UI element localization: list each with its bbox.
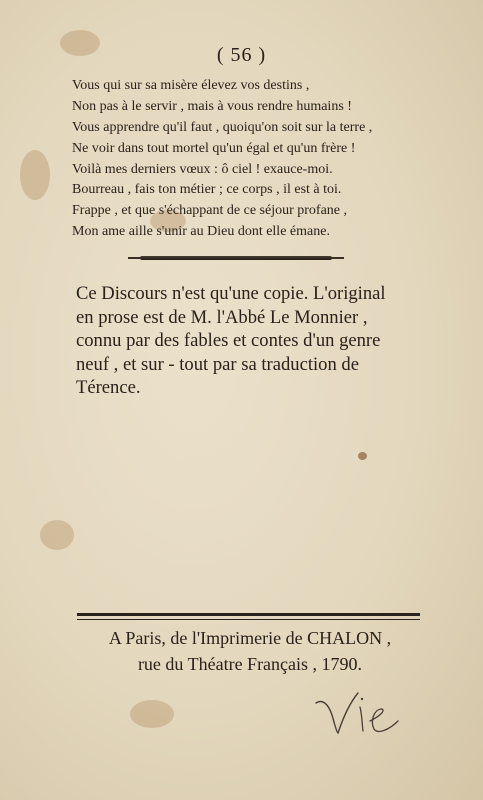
divider-rule-thick (77, 613, 420, 616)
verse-line: Ne voir dans tout mortel qu'un égal et qu'un frère ! (72, 140, 356, 156)
ornamental-rule (140, 256, 332, 260)
verse-line: Frappe , et que s'échappant de ce séjour profane , (72, 203, 348, 219)
foxing-spot (40, 520, 74, 550)
verse-block (72, 76, 432, 243)
verse-line: Bourreau , fais ton métier ; ce corps , il est à toi. (72, 182, 342, 198)
note-line: connu par des fables et contes d'un genre (76, 330, 381, 352)
note-paragraph (76, 282, 426, 400)
foxing-spot (130, 700, 174, 728)
ink-blot (358, 452, 367, 460)
imprint-line-publisher: A Paris, de l'Imprimerie de CHALON , (108, 628, 392, 648)
note-line: en prose est de M. l'Abbé Le Monnier , (76, 306, 368, 328)
note-line: Ce Discours n'est qu'une copie. L'original (76, 283, 386, 304)
note-line: neuf , et sur - tout par sa traduction de (76, 353, 359, 375)
verse-line: Voilà mes derniers vœux : ô ciel ! exauce-moi. (72, 161, 333, 177)
note-line: Térence. (76, 377, 141, 399)
verse-line: Non pas à le servir , mais à vous rendre humains ! (72, 98, 352, 114)
divider-rule-thin (77, 619, 420, 620)
verse-line: Vous apprendre qu'il faut , quoiqu'on soit sur la terre , (72, 119, 373, 135)
imprint-line-address: rue du Théatre Français , 1790. (137, 654, 363, 674)
foxing-spot (20, 150, 50, 200)
imprint-block (60, 625, 440, 677)
verse-line: Mon ame aille s'unir au Dieu dont elle émane. (72, 224, 330, 240)
handwritten-annotation (308, 681, 418, 737)
page-number: ( 56 ) (216, 44, 267, 66)
verse-line: Vous qui sur sa misère élevez vos destins , (72, 78, 310, 93)
